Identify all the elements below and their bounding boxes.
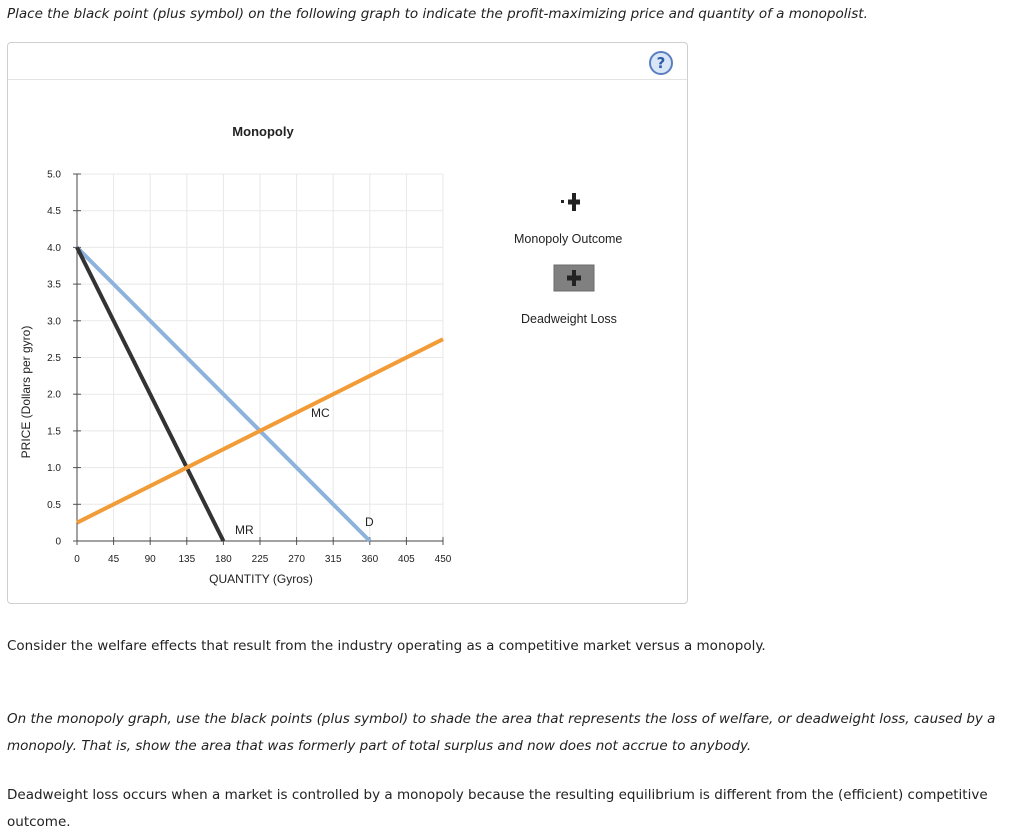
- help-button[interactable]: ?: [649, 51, 673, 75]
- x-tick-label: 135: [178, 554, 196, 565]
- welfare-intro-text: Consider the welfare effects that result from the industry operating as a competitive market versus a monopoly.: [7, 638, 766, 654]
- deadweight-instruction-text: On the monopoly graph, use the black points (plus symbol) to shade the area that represents the loss of welfare, or deadweight loss, caused by a monopoly. That is, show the area that was formerly part of total surplus and now does not accrue to anybody.: [7, 711, 996, 754]
- x-tick-label: 315: [324, 554, 342, 565]
- chart-title: Monopoly: [232, 124, 294, 139]
- plus-horizontal-bar: [567, 276, 581, 281]
- y-tick-label: 1.0: [47, 463, 61, 475]
- deadweight-loss-label: Deadweight Loss: [521, 312, 617, 326]
- y-tick-label: 2.0: [47, 389, 61, 401]
- x-tick-label: 225: [251, 554, 269, 565]
- graph-panel: [7, 42, 688, 604]
- x-tick-label: 450: [434, 554, 452, 565]
- x-tick-label: 270: [288, 554, 305, 565]
- y-tick-label: 4.0: [47, 242, 61, 254]
- x-tick-label: 45: [108, 554, 120, 565]
- question-instruction: Place the black point (plus symbol) on the following graph to indicate the profit-maximizing price and quantity of a monopolist.: [7, 6, 868, 22]
- plus-horizontal-bar: [568, 200, 580, 205]
- mr-curve-label: MR: [235, 523, 254, 537]
- y-tick-label: 0.5: [47, 499, 61, 511]
- monopoly-outcome-tool[interactable]: [561, 193, 580, 211]
- x-axis-label: QUANTITY (Gyros): [209, 572, 313, 586]
- monopoly-outcome-label: Monopoly Outcome: [514, 232, 623, 246]
- y-tick-label: 4.5: [47, 206, 61, 218]
- demand-curve-label: D: [365, 515, 374, 529]
- y-tick-label: 0: [55, 536, 61, 548]
- x-tick-label: 0: [74, 554, 80, 565]
- x-tick-label: 360: [361, 554, 379, 565]
- x-tick-label: 180: [215, 554, 232, 565]
- plus-small-dot: [561, 200, 564, 203]
- deadweight-loss-tool[interactable]: [554, 265, 594, 291]
- y-tick-label: 3.5: [47, 279, 61, 291]
- y-tick-label: 3.0: [47, 316, 61, 328]
- x-tick-label: 405: [398, 554, 415, 565]
- y-tick-label: 1.5: [47, 426, 61, 438]
- deadweight-explanation-text: Deadweight loss occurs when a market is controlled by a monopoly because the resulting equilibrium is different from the (efficient) competitive outcome.: [7, 787, 988, 830]
- mc-curve-label: MC: [311, 406, 330, 420]
- x-tick-label: 90: [144, 554, 156, 565]
- y-tick-label: 2.5: [47, 353, 61, 364]
- y-tick-label: 5.0: [47, 169, 61, 181]
- y-axis-label: PRICE (Dollars per gyro): [19, 325, 33, 459]
